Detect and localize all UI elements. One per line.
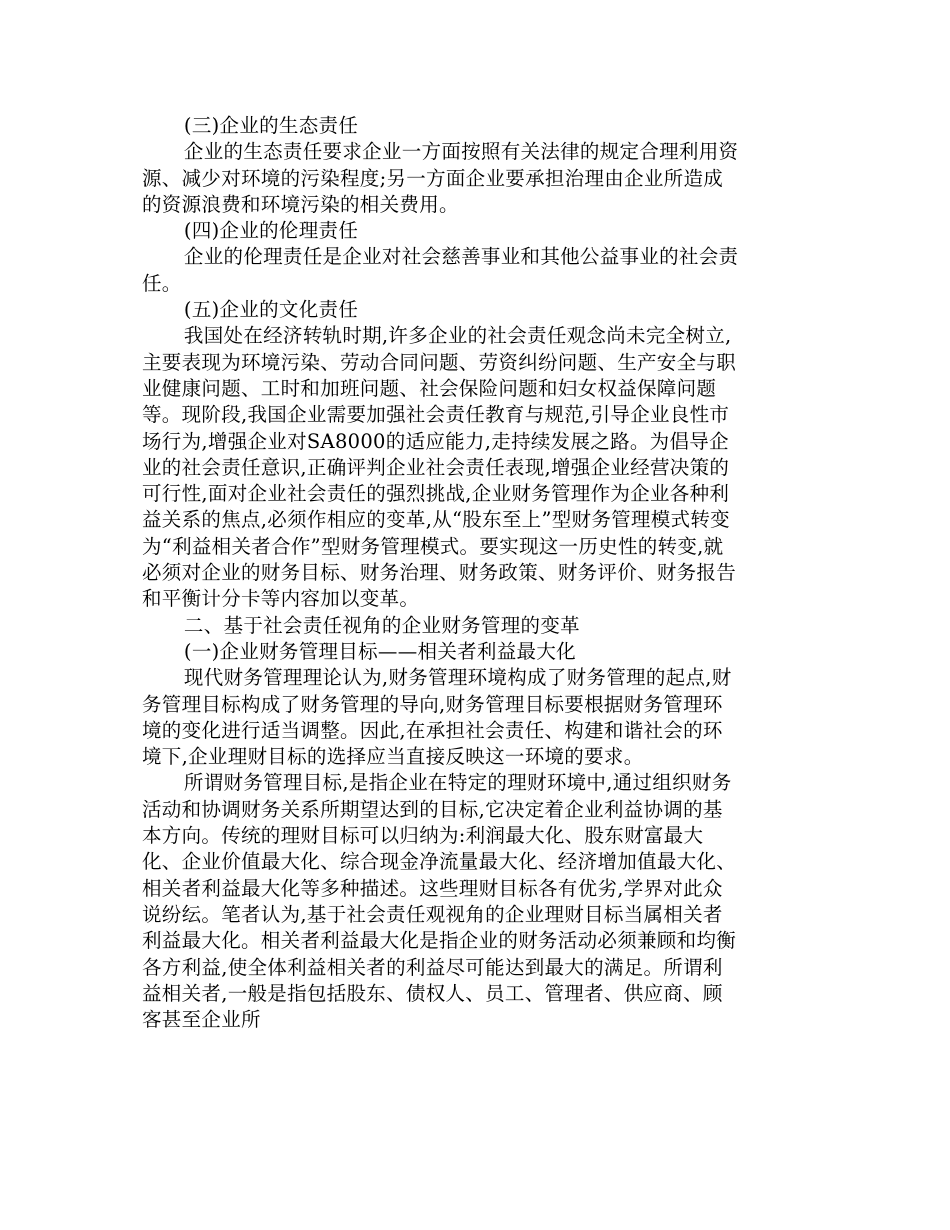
section-heading: (五)企业的文化责任 xyxy=(183,298,359,322)
section-heading: (一)企业财务管理目标——相关者利益最大化 xyxy=(183,639,576,663)
body-paragraph: 企业的生态责任要求企业一方面按照有关法律的规定合理利用资源、减少对环境的污染程度;另一方面企业要承担治理由企业所造成的资源浪费和环境污染的相关费用。 xyxy=(142,140,739,216)
section-heading: (四)企业的伦理责任 xyxy=(183,219,359,243)
document-page xyxy=(142,113,742,1033)
chapter-heading: 二、基于社会责任视角的企业财务管理的变革 xyxy=(183,613,580,637)
body-paragraph: 企业的伦理责任是企业对社会慈善事业和其他公益事业的社会责任。 xyxy=(142,245,739,295)
body-paragraph: 所谓财务管理目标,是指企业在特定的理财环境中,通过组织财务活动和协调财务关系所期望达到的目标,它决定着企业利益协调的基本方向。传统的理财目标可以归纳为:利润最大化、股东财富最大化、企业价值最大化、综合现金净流量最大化、经济增加值最大化、相关者利益最大化等多种描述。这些理财目标各有优劣,学界对此众说纷纭。笔者认为,基于社会责任观视角的企业理财目标当属相关者利益最大化。相关者利益最大化是指企业的财务活动必须兼顾和均衡各方利益,使全体利益相关者的利益尽可能达到最大的满足。所谓利益相关者,一般是指包括股东、债权人、员工、管理者、供应商、顾客甚至企业所 xyxy=(142,771,737,1032)
body-paragraph: 我国处在经济转轨时期,许多企业的社会责任观念尚未完全树立,主要表现为环境污染、劳动合同问题、劳资纠纷问题、生产安全与职业健康问题、工时和加班问题、社会保险问题和妇女权益保障问题等。现阶段,我国企业需要加强社会责任教育与规范,引导企业良性市场行为,增强企业对SA8000的适应能力,走持续发展之路。为倡导企业的社会责任意识,正确评判企业社会责任表现,增强企业经营决策的可行性,面对企业社会责任的强烈挑战,企业财务管理作为企业各种利益关系的焦点,必须作相应的变革,从“股东至上”型财务管理模式转变为“利益相关者合作”型财务管理模式。要实现这一历史性的转变,就必须对企业的财务目标、财务治理、财务政策、财务评价、财务报告和平衡计分卡等内容加以变革。 xyxy=(142,324,737,611)
body-paragraph: 现代财务管理理论认为,财务管理环境构成了财务管理的起点,财务管理目标构成了财务管理的导向,财务管理目标要根据财务管理环境的变化进行适当调整。因此,在承担社会责任、构建和谐社会的环境下,企业理财目标的选择应当直接反映这一环境的要求。 xyxy=(142,666,732,769)
section-heading: (三)企业的生态责任 xyxy=(183,114,359,137)
